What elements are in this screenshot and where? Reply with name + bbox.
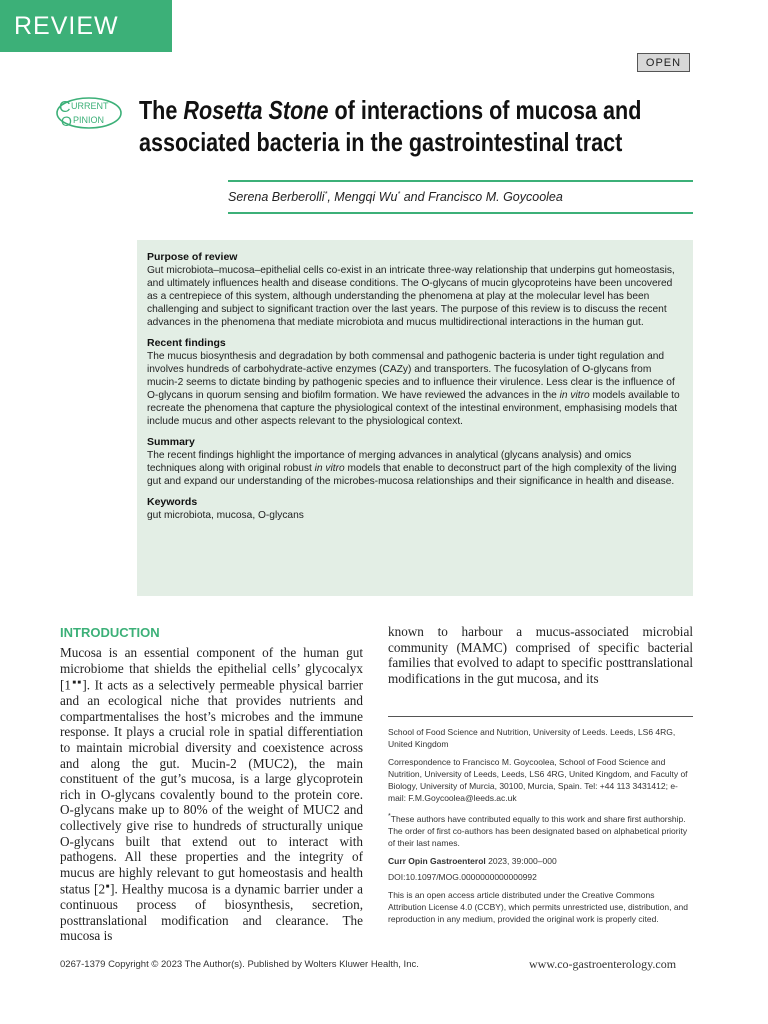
- keywords-heading: Keywords: [147, 496, 198, 508]
- findings-text: [147, 350, 683, 428]
- intro-text-b: ]. It acts as a selectively permeable physical barrier and an ecological niche that provides nutrients and compartmentalises the host’s microbes and the immune response. It plays a crucial role in spatial differentiation to maintain microbial diversity and coexistence across and along the gut. Mucin-2 (MUC2), the main constituent of the gut’s mucosa, is a large glycoprotein rich in O-glycans covalently bound to the protein core. O-glycans make up to 80% of the weight of MUC2 and collectively give rise to hundreds of structurally unique O-glycans built that extend out to interact with pathogens. All these properties and the integrity of mucus are highly relevant to gut homeostasis and health status [2: [60, 677, 363, 897]
- summary-heading: Summary: [147, 436, 195, 448]
- title-prefix: The: [139, 95, 184, 125]
- correspondence: Correspondence to Francisco M. Goycoolea, School of Food Science and Nutrition, University of Leeds, Leeds, LS6 4RG, United Kingdom, and Faculty of Biology, University of Murcia, 30100, Murcia, Spain. Tel: +44 113 3431412; e-mail: F.M.Goycoolea@leeds.ac.uk: [388, 757, 688, 803]
- section-label: REVIEW: [0, 0, 172, 52]
- title-rule-top: [228, 180, 693, 182]
- abstract-box: [137, 240, 693, 596]
- title-rule-bottom: [228, 212, 693, 214]
- author-name: Mengqi Wu: [334, 190, 398, 204]
- affiliation-block: [388, 726, 693, 931]
- doi: DOI:10.1097/MOG.0000000000000992: [388, 871, 537, 882]
- summary-italic: in vitro: [314, 463, 345, 474]
- logo-letter-c: C: [59, 99, 71, 116]
- reference-mark: ■: [105, 884, 111, 891]
- introduction-heading: INTRODUCTION: [60, 625, 160, 640]
- title-line2: associated bacteria in the gastrointestinal tract: [139, 127, 623, 157]
- current-opinion-logo: [55, 96, 123, 130]
- summary-text-2: models that enable to deconstruct part of the high complexity of the living gut and expand our understanding of the microbes-mucosa relationships and their significance in health and disease.: [147, 463, 677, 487]
- equal-contribution-note: [388, 810, 693, 849]
- journal-volume: 2023, 39:000–000: [485, 855, 557, 866]
- reference-mark: ■■: [71, 680, 83, 687]
- article-title: [139, 94, 642, 158]
- title-italic: Rosetta Stone: [183, 95, 329, 125]
- equal-mark: *: [388, 812, 391, 820]
- intro-text-c: ]. Healthy mucosa is a dynamic barrier under a continuous process of biosynthesis, secretion, posttranslational modification and clearance. The mucosa is: [60, 881, 364, 944]
- purpose-text: Gut microbiota–mucosa–epithelial cells co-exist in an intricate three-way relationship that underpins gut homeostasis, and ultimately influences health and disease conditions. The O-glycans of mucin glycoproteins have been uncovered as a centrepiece of this system, although understanding the phenomena at play at the molecular level has been challenging and subject to significant traction over the last years. The purpose of this review is to discuss the recent advances in the phenomena that mediate microbiota and mucus multidirectional interactions in the human gut.: [147, 265, 675, 328]
- equal-contribution-text: These authors have contributed equally to this work and share first authorship. The order of first co-authors has been designated based on alphabetical priority of their last names.: [388, 813, 688, 848]
- author-mark: *: [397, 190, 401, 198]
- affiliation-school: School of Food Science and Nutrition, University of Leeds. Leeds, LS6 4RG, United Kingdom: [388, 727, 676, 749]
- findings-heading: Recent findings: [147, 337, 226, 349]
- purpose-heading: Purpose of review: [147, 251, 238, 263]
- body-column-right: [388, 624, 693, 686]
- author-separator: and: [400, 190, 429, 204]
- author-mark: *: [324, 190, 328, 198]
- copyright-footer: 0267-1379 Copyright © 2023 The Author(s). Published by Wolters Kluwer Health, Inc.: [60, 959, 419, 970]
- journal-name: Curr Opin Gastroenterol: [388, 855, 486, 866]
- author-name: Francisco M. Goycoolea: [428, 190, 563, 204]
- keywords-text: gut microbiota, mucosa, O-glycans: [147, 510, 304, 521]
- continued-paragraph: known to harbour a mucus-associated microbial community (MAMC) comprised of specific bacterial families that evolved to adapt to specific posttranslational modifications in the gut mucosa, and its: [388, 624, 693, 686]
- logo-letter-o: O: [61, 113, 72, 129]
- logo-word-pinion: PINION: [73, 115, 105, 125]
- findings-text-2: models available to recreate the phenomena that capture the physiological context of the intestinal environment, emphasising models that include mucus and other aspects relevant to the physiological context.: [147, 390, 680, 427]
- license-note: This is an open access article distributed under the Creative Commons Attribution License 4.0 (CCBY), which permits unrestricted use, distribution, and reproduction in any medium, provided the original work is properly cited.: [388, 889, 688, 924]
- author-list: [228, 190, 563, 204]
- body-column-left: [60, 645, 363, 944]
- findings-italic: in vitro: [559, 390, 590, 401]
- summary-text-1: The recent findings highlight the importance of merging advances in analytical (glycans analysis) and omics techniques along with original robust: [147, 450, 632, 474]
- findings-text-1: The mucus biosynthesis and degradation by both commensal and pathogenic bacteria is under tight regulation and involves hundreds of carbohydrate-active enzymes (CAZy) and transporters. The fucosylation of O-glycans from mucin-2 seems to dictate binding by pathogenic species and to influence their virulence. Less clear is the influence of O-glycans in quorum sensing and biofilm formation. We have reviewed the advances in the: [147, 351, 675, 401]
- journal-website-link[interactable]: www.co-gastroenterology.com: [529, 957, 677, 971]
- intro-text-a: Mucosa is an essential component of the human gut microbiome that shields the epithelial cells’ glycocalyx [1: [60, 645, 363, 693]
- intro-paragraph: [60, 645, 363, 944]
- logo-word-urrent: URRENT: [71, 101, 109, 111]
- open-access-badge: OPEN: [637, 53, 690, 72]
- journal-citation: [388, 855, 693, 867]
- author-name: Serena Berberolli: [228, 190, 325, 204]
- affiliation-rule: [388, 716, 693, 717]
- title-line1-rest: of interactions of mucosa and: [328, 95, 642, 125]
- summary-text: [147, 449, 683, 488]
- author-separator: ,: [327, 190, 335, 204]
